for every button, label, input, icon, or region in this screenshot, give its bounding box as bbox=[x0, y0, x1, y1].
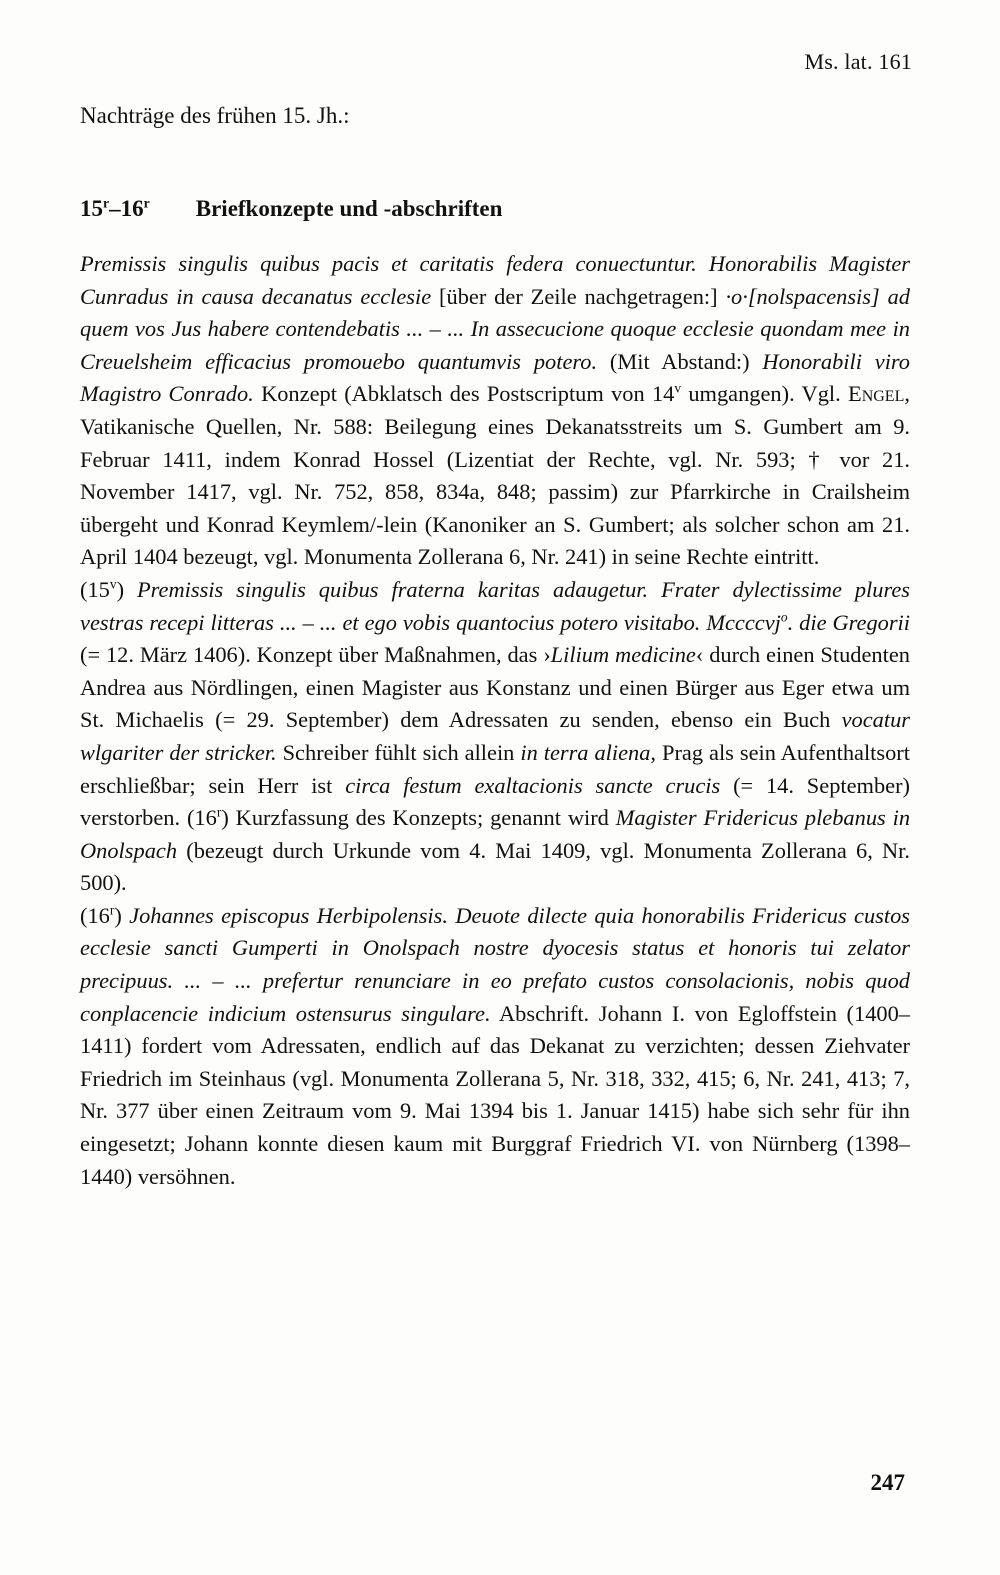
superscript-mark: r bbox=[109, 902, 115, 918]
latin-quotation: circa festum exaltacionis sancte crucis bbox=[345, 772, 721, 798]
superscript-mark: o bbox=[780, 609, 788, 625]
page-number: 247 bbox=[870, 1470, 905, 1495]
text-run: , Vatikanische Quellen, Nr. 588: Beilegung eines Dekanatsstreits um S. Gumbert am 9. Februar 1411, indem Konrad Hossel (Lizentiat der Rechte, vgl. Nr. 593; † vor 21. November 1417, vgl. Nr. 752, 858, 834a, 848; passim) zur Pfarrkirche in Crailsheim übergeht und Konrad Keymlem/-lein (Kanoniker an S. Gumbert; als solcher schon am 21. April 1404 bezeugt, vgl. Monumenta Zollerana 6, Nr. 241) in seine Rechte eintritt. bbox=[80, 381, 910, 570]
text-run: ‹ durch einen Studenten Andrea aus Nördlingen, einen Magister aus Konstanz und einen Bürger aus Eger etwa um St. Michaelis (= 29. September) dem Adressaten zu senden, ebenso ein Buch bbox=[80, 642, 910, 733]
entry-description bbox=[80, 248, 910, 1193]
latin-quotation: ·o·[nolspacensis] ad quem vos Jus habere contendebatis ... – ... In assecucione quoque ecclesie quondam mee in Creuelsheim efficacius promouebo quantumvis potero. bbox=[80, 283, 910, 374]
superscript-mark: v bbox=[674, 380, 682, 396]
latin-quotation: . die Gregorii bbox=[787, 609, 910, 635]
paragraph-konzept-cunradus bbox=[80, 248, 910, 574]
text-run: Prag als sein Aufenthaltsort erschließbar; sein Herr ist bbox=[80, 739, 910, 798]
text-run: ) Kurzfassung des Konzepts; genannt wird bbox=[221, 805, 616, 831]
superscript-mark: v bbox=[109, 576, 117, 592]
text-run: umgangen). Vgl. bbox=[681, 381, 849, 407]
superscript-mark: r bbox=[216, 804, 222, 820]
paragraph-abschrift-johannes bbox=[80, 900, 910, 1193]
text-run: Konzept (Abklatsch des Postscriptum von 14 bbox=[253, 381, 675, 407]
text-run: (= 14. September) verstorben. (16 bbox=[80, 772, 911, 831]
text-run: (bezeugt durch Urkunde vom 4. Mai 1409, vgl. Monumenta Zollerana 6, Nr. 500). bbox=[80, 837, 910, 896]
text-run: ) bbox=[114, 902, 130, 928]
text-run: Schreiber fühlt sich allein bbox=[276, 739, 521, 765]
text-run: (= 12. März 1406). Konzept über Maßnahmen, das › bbox=[80, 642, 551, 668]
folio-range: 15$^r$–16$^r$ bbox=[80, 195, 150, 221]
text-run: (16 bbox=[80, 902, 110, 928]
running-head-shelfmark: Ms. lat. 161 bbox=[804, 49, 912, 74]
latin-quotation: Magister Fridericus plebanus in Onolspach bbox=[80, 805, 911, 863]
text-run: Abschrift. Johann I. von Egloffstein (1400–1411) fordert vom Adressaten, endlich auf das Dekanat zu verzichten; dessen Ziehvater Friedrich im Steinhaus (vgl. Monumenta Zollerana 5, Nr. 318, 332, 415; 6, Nr. 241, 413; 7, Nr. 377 über einen Zeitraum vom 9. Mai 1394 bis 1. Januar 1415) habe sich sehr für ihn eingesetzt; Johann konnte diesen kaum mit Burggraf Friedrich VI. von Nürnberg (1398–1440) versöhnen. bbox=[80, 1000, 910, 1189]
latin-quotation: vocatur wlgariter der stricker. bbox=[80, 707, 910, 765]
author-name-smallcaps: Engel bbox=[848, 381, 905, 407]
latin-quotation: Lilium medicine bbox=[550, 642, 696, 668]
text-run: ) bbox=[116, 576, 137, 602]
latin-quotation: Johannes episcopus Herbipolensis. Deuote dilecte quia honorabilis Fridericus custos ecclesie sancti Gumperti in Onolspach nostre dyocesis status et honoris tui zelator precipuus. ... – ... prefertur renunciare in eo prefato custos consolacionis, nobis quod conplacencie indicium ostensurus singulare. bbox=[80, 902, 910, 1026]
entry-heading bbox=[80, 196, 502, 222]
latin-quotation: Premissis singulis quibus fraterna karitas adaugetur. Frater dylectissime plures vestras recepi litteras ... – ... et ego vobis quantocius potero visitabo. Mccccvj bbox=[80, 576, 910, 635]
latin-quotation: Honorabili viro Magistro Conrado. bbox=[80, 348, 911, 407]
latin-quotation: Premissis singulis quibus pacis et caritatis federa conuectuntur. Honorabilis Magister Cunradus in causa decanatus ecclesie bbox=[80, 251, 910, 309]
text-run: (15 bbox=[80, 576, 110, 602]
latin-quotation: in terra aliena, bbox=[520, 739, 657, 765]
text-run: (Mit Abstand:) bbox=[597, 348, 763, 374]
entry-title: Briefkonzepte und -abschriften bbox=[195, 196, 503, 221]
paragraph-konzept-1406 bbox=[80, 574, 910, 900]
text-run: [über der Zeile nachgetragen:] bbox=[431, 283, 726, 309]
section-label: Nachträge des frühen 15. Jh.: bbox=[80, 103, 350, 128]
